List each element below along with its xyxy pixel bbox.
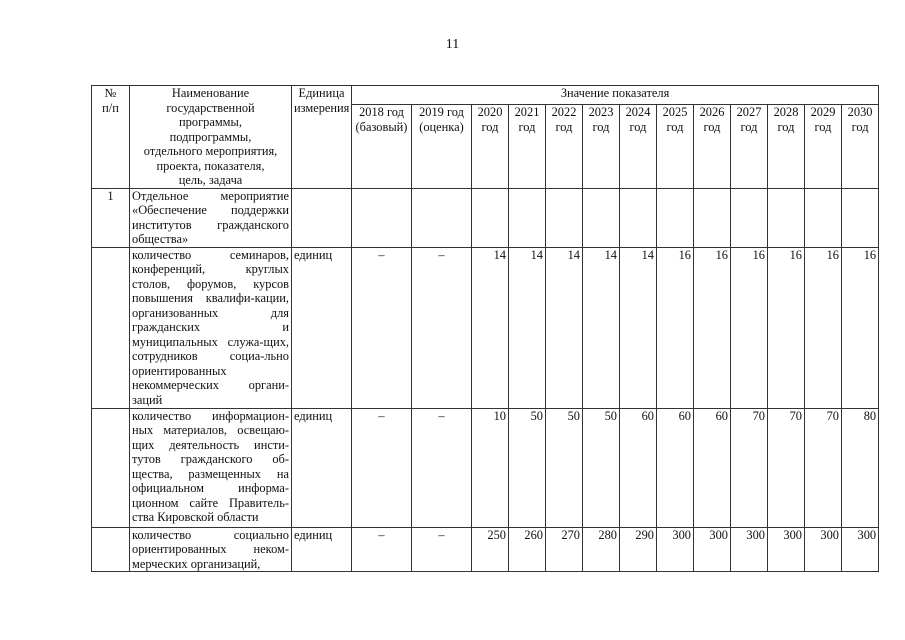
row-value: –	[412, 408, 472, 527]
header-values-title: Значение показателя	[352, 86, 879, 105]
header-year: 2026 год	[694, 105, 731, 189]
row-value: 10	[472, 408, 509, 527]
row-value: 300	[768, 527, 805, 572]
row-value	[509, 188, 546, 247]
row-value: 16	[805, 247, 842, 408]
row-value: 60	[657, 408, 694, 527]
row-value	[412, 188, 472, 247]
header-year: 2030 год	[842, 105, 879, 189]
row-value	[731, 188, 768, 247]
table-row	[92, 247, 879, 408]
row-value	[472, 188, 509, 247]
row-value: 300	[694, 527, 731, 572]
row-value: 280	[583, 527, 620, 572]
row-value: –	[352, 527, 412, 572]
row-value: 14	[509, 247, 546, 408]
row-value: –	[412, 527, 472, 572]
table-header-row	[92, 86, 879, 105]
row-value: 300	[731, 527, 768, 572]
header-year: 2022 год	[546, 105, 583, 189]
row-num	[92, 247, 130, 408]
row-value: 16	[694, 247, 731, 408]
row-num	[92, 408, 130, 527]
row-num	[92, 527, 130, 572]
row-value	[620, 188, 657, 247]
row-name: количество информацион-ных материалов, освещаю-щих деятельность инсти-тутов гражданского об-щества, размещенных на официальном информа-ционном сайте Правитель-ства Кировской области	[130, 408, 292, 527]
header-year: 2021 год	[509, 105, 546, 189]
row-value: 290	[620, 527, 657, 572]
row-value: 16	[731, 247, 768, 408]
row-value: –	[412, 247, 472, 408]
row-value	[842, 188, 879, 247]
row-unit: единиц	[292, 527, 352, 572]
header-name: Наименование государственной программы, подпрограммы, отдельного мероприятия, проекта, показателя, цель, задача	[130, 86, 292, 189]
row-value: 16	[657, 247, 694, 408]
row-value: 70	[731, 408, 768, 527]
header-year: 2019 год (оценка)	[412, 105, 472, 189]
row-value: 80	[842, 408, 879, 527]
row-value: –	[352, 408, 412, 527]
header-year: 2029 год	[805, 105, 842, 189]
table-row	[92, 188, 879, 247]
row-name: Отдельное мероприятие «Обеспечение поддержки институтов гражданского общества»	[130, 188, 292, 247]
row-name: количество социально ориентированных неком-мерческих организаций,	[130, 527, 292, 572]
row-value: 70	[768, 408, 805, 527]
header-year: 2020 год	[472, 105, 509, 189]
indicators-table	[91, 85, 879, 572]
header-year: 2024 год	[620, 105, 657, 189]
row-value: 60	[694, 408, 731, 527]
header-year: 2028 год	[768, 105, 805, 189]
row-unit: единиц	[292, 247, 352, 408]
row-value: 300	[842, 527, 879, 572]
row-value: –	[352, 247, 412, 408]
row-value: 16	[842, 247, 879, 408]
row-value	[546, 188, 583, 247]
row-value	[583, 188, 620, 247]
row-value: 16	[768, 247, 805, 408]
header-num: № п/п	[92, 86, 130, 189]
row-name: количество семинаров, конференций, круглых столов, форумов, курсов повышения квалифи-кации, организованных для гражданских и муниципальных служа-щих, сотрудников социа-льно ориентированных некоммерческих органи-заций	[130, 247, 292, 408]
row-value: 260	[509, 527, 546, 572]
row-value: 300	[657, 527, 694, 572]
header-year: 2027 год	[731, 105, 768, 189]
header-year: 2018 год (базовый)	[352, 105, 412, 189]
row-value	[768, 188, 805, 247]
row-value	[352, 188, 412, 247]
row-value	[805, 188, 842, 247]
row-value: 60	[620, 408, 657, 527]
header-year: 2023 год	[583, 105, 620, 189]
page-number: 11	[445, 37, 460, 52]
row-value	[694, 188, 731, 247]
row-value: 50	[546, 408, 583, 527]
row-value: 14	[546, 247, 583, 408]
row-value: 14	[583, 247, 620, 408]
row-unit	[292, 188, 352, 247]
row-value	[657, 188, 694, 247]
header-unit: Единица измерения	[292, 86, 352, 189]
header-year: 2025 год	[657, 105, 694, 189]
table-row	[92, 527, 879, 572]
row-value: 300	[805, 527, 842, 572]
row-value: 14	[472, 247, 509, 408]
row-value: 70	[805, 408, 842, 527]
row-value: 50	[509, 408, 546, 527]
row-num: 1	[92, 188, 130, 247]
row-unit: единиц	[292, 408, 352, 527]
table-row	[92, 408, 879, 527]
row-value: 14	[620, 247, 657, 408]
row-value: 250	[472, 527, 509, 572]
row-value: 50	[583, 408, 620, 527]
row-value: 270	[546, 527, 583, 572]
